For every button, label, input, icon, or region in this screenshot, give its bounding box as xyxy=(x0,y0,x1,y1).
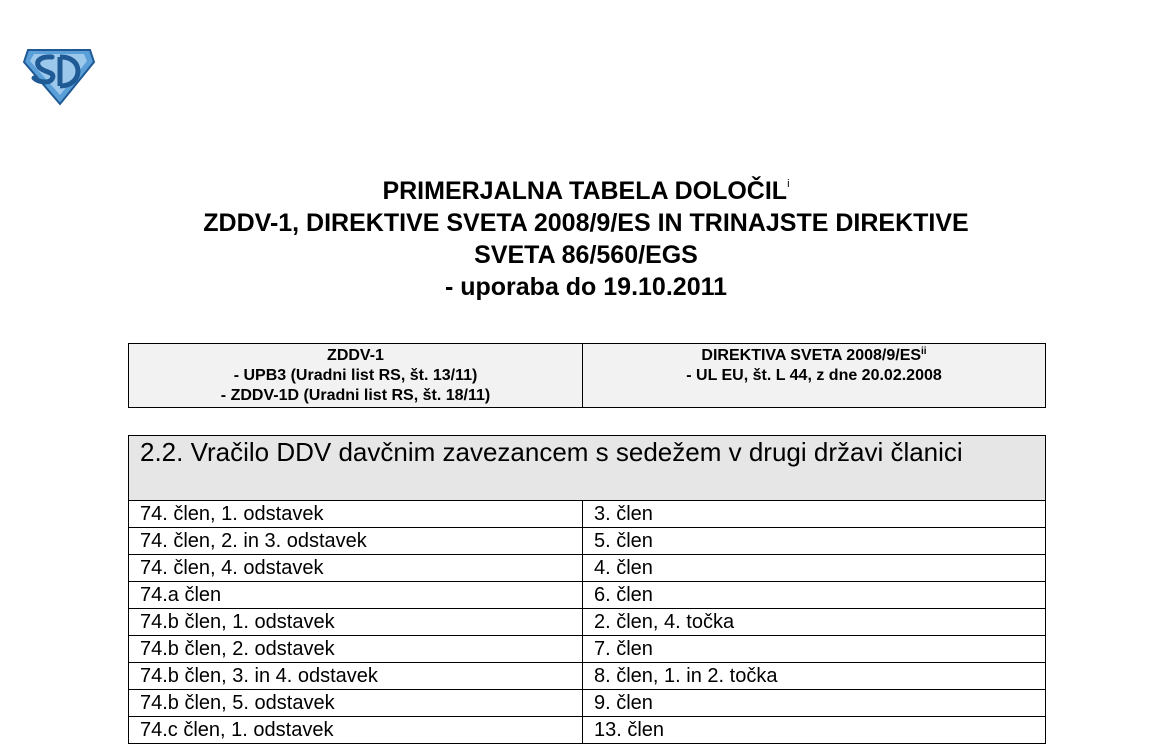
directive-provision-cell: 6. člen xyxy=(583,582,1046,609)
zddv-provision-cell: 74. člen, 1. odstavek xyxy=(129,501,583,528)
footnote-ref-ii: ii xyxy=(921,346,927,357)
zddv-provision-cell: 74.a člen xyxy=(129,582,583,609)
directive-provision-cell: 9. člen xyxy=(583,690,1046,717)
zddv-provision-cell: 74.c člen, 1. odstavek xyxy=(129,717,583,744)
directive-provision-cell: 13. člen xyxy=(583,717,1046,744)
legislation-header-table xyxy=(128,343,1046,408)
title-line-4: - uporaba do 19.10.2011 xyxy=(444,273,728,301)
zddv-provision-cell: 74.b člen, 5. odstavek xyxy=(129,690,583,717)
table-row xyxy=(129,636,1046,663)
table-row xyxy=(129,528,1046,555)
directive-provision-cell: 3. člen xyxy=(583,501,1046,528)
document-title xyxy=(128,175,1044,303)
table-row xyxy=(129,609,1046,636)
zddv-provision-cell: 74.b člen, 1. odstavek xyxy=(129,609,583,636)
comparison-table xyxy=(128,435,1046,744)
zddv-header-cell: ZDDV-1 - UPB3 (Uradni list RS, št. 13/11) - ZDDV-1D (Uradni list RS, št. 18/11) xyxy=(129,344,583,408)
table-row xyxy=(129,663,1046,690)
table-row xyxy=(129,555,1046,582)
zddv-provision-cell: 74.b člen, 3. in 4. odstavek xyxy=(129,663,583,690)
directive-provision-cell: 5. člen xyxy=(583,528,1046,555)
directive-provision-cell: 2. člen, 4. točka xyxy=(583,609,1046,636)
zddv-provision-cell: 74.b člen, 2. odstavek xyxy=(129,636,583,663)
zddv-provision-cell: 74. člen, 2. in 3. odstavek xyxy=(129,528,583,555)
directive-header-cell: DIREKTIVA SVETA 2008/9/ES$^{ii}$ - UL EU, št. L 44, z dne 20.02.2008 xyxy=(583,344,1046,408)
table-row xyxy=(129,582,1046,609)
title-line-3: SVETA 86/560/EGS xyxy=(474,241,698,269)
title-line-1: PRIMERJALNA TABELA DOLOČIL$^i$ xyxy=(382,177,790,205)
table-row xyxy=(129,501,1046,528)
directive-provision-cell: 7. člen xyxy=(583,636,1046,663)
directive-provision-cell: 8. člen, 1. in 2. točka xyxy=(583,663,1046,690)
directive-provision-cell: 4. člen xyxy=(583,555,1046,582)
sd-logo xyxy=(22,48,96,106)
footnote-ref-i: i xyxy=(787,178,790,190)
table-row xyxy=(129,717,1046,744)
zddv-provision-cell: 74. člen, 4. odstavek xyxy=(129,555,583,582)
section-heading: 2.2. Vračilo DDV davčnim zavezancem s sedežem v drugi državi članici xyxy=(129,436,1046,501)
table-row xyxy=(129,690,1046,717)
title-line-2: ZDDV-1, DIREKTIVE SVETA 2008/9/ES IN TRINAJSTE DIREKTIVE xyxy=(203,209,969,237)
